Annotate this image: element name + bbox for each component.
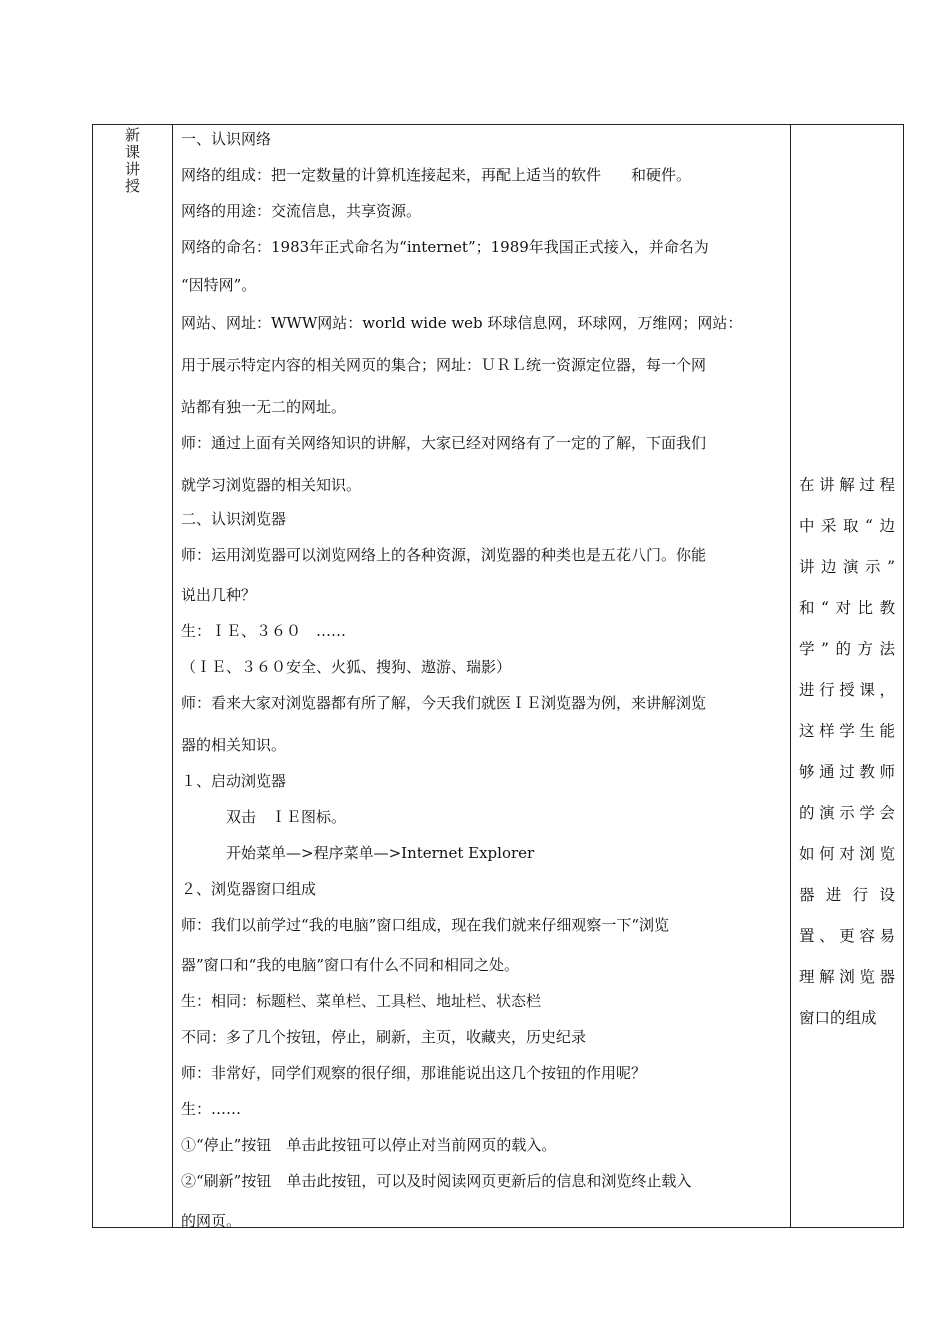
section-label-char: 新 xyxy=(124,126,140,144)
text-line: 不同：多了几个按钮，停止，刷新，主页，收藏夹，历史纪录 xyxy=(181,1028,587,1046)
text-line: 生：…… xyxy=(181,1100,242,1118)
column-divider xyxy=(790,125,791,1227)
note-line: 够通过教师 xyxy=(799,763,895,781)
text-line: ②“刷新”按钮 单击此按钮，可以及时阅读网页更新后的信息和浏览终止载入 xyxy=(181,1172,692,1190)
section-label-char: 授 xyxy=(124,177,140,195)
heading-know-browser: 二、认识浏览器 xyxy=(181,510,287,528)
heading-browser-window: ２、浏览器窗口组成 xyxy=(181,880,317,898)
text-line: 生：ＩＥ、３６０ …… xyxy=(181,622,347,640)
text-line: 器”窗口和“我的电脑”窗口有什么不同和相同之处。 xyxy=(181,956,520,974)
text-line: 师：我们以前学过“我的电脑”窗口组成，现在我们就来仔细观察一下“浏览 xyxy=(181,916,670,934)
note-line: 进行授课， xyxy=(799,681,895,699)
heading-start-browser: １、启动浏览器 xyxy=(181,772,287,790)
text-line: 网络的用途：交流信息，共享资源。 xyxy=(181,202,422,220)
note-line: 中采取“边 xyxy=(799,517,895,535)
section-label-char: 课 xyxy=(124,143,140,161)
text-line: 师：通过上面有关网络知识的讲解，大家已经对网络有了一定的了解，下面我们 xyxy=(181,434,707,452)
section-label-column xyxy=(93,125,172,195)
text-line: 师：非常好，同学们观察的很仔细，那谁能说出这几个按钮的作用呢？ xyxy=(181,1064,647,1082)
text-line: 双击 ＩＥ图标。 xyxy=(181,808,347,826)
text-line: 网络的命名：1983年正式命名为“internet”；1989年我国正式接入，并命名为 xyxy=(181,238,709,256)
lesson-table xyxy=(92,124,904,1228)
heading-know-network: 一、认识网络 xyxy=(181,130,272,148)
note-line: 器进行设 xyxy=(799,886,895,904)
text-line: 的网页。 xyxy=(181,1212,242,1230)
text-line: 说出几种？ xyxy=(181,586,257,604)
section-label-char: 讲 xyxy=(124,160,140,178)
text-line: （ＩＥ、３６０安全、火狐、搜狗、遨游、瑞影） xyxy=(181,658,512,676)
text-line: 就学习浏览器的相关知识。 xyxy=(181,476,362,494)
text-line: 师：运用浏览器可以浏览网络上的各种资源，浏览器的种类也是五花八门。你能 xyxy=(181,546,707,564)
note-line: 讲边演示” xyxy=(799,558,895,576)
text-line: 用于展示特定内容的相关网页的集合；网址：ＵＲＬ统一资源定位器，每一个网 xyxy=(181,356,707,374)
note-line: 的演示学会 xyxy=(799,804,895,822)
text-line: 生：相同：标题栏、菜单栏、工具栏、地址栏、状态栏 xyxy=(181,992,542,1010)
note-line: 理解浏览器 xyxy=(799,968,895,986)
text-line: “因特网”。 xyxy=(181,276,257,294)
text-line: 开始菜单—>程序菜单—>Internet Explorer xyxy=(181,844,535,862)
text-line: 器的相关知识。 xyxy=(181,736,287,754)
text-line: ①“停止”按钮 单击此按钮可以停止对当前网页的载入。 xyxy=(181,1136,557,1154)
text-line: 站都有独一无二的网址。 xyxy=(181,398,347,416)
note-line: 置、更容易 xyxy=(799,927,895,945)
column-divider xyxy=(172,125,173,1227)
text-line: 网站、网址：WWW网站：world wide web 环球信息网，环球网，万维网；网站： xyxy=(181,314,743,332)
text-line: 师：看来大家对浏览器都有所了解，今天我们就医ＩＥ浏览器为例，来讲解浏览 xyxy=(181,694,707,712)
note-line: 在讲解过程 xyxy=(799,476,895,494)
note-line: 如何对浏览 xyxy=(799,845,895,863)
text-line: 网络的组成：把一定数量的计算机连接起来，再配上适当的软件 和硬件。 xyxy=(181,166,692,184)
note-line: 学”的方法 xyxy=(799,640,895,658)
note-line: 窗口的组成 xyxy=(799,1009,877,1027)
note-line: 这样学生能 xyxy=(799,722,895,740)
note-line: 和“对比教 xyxy=(799,599,895,617)
